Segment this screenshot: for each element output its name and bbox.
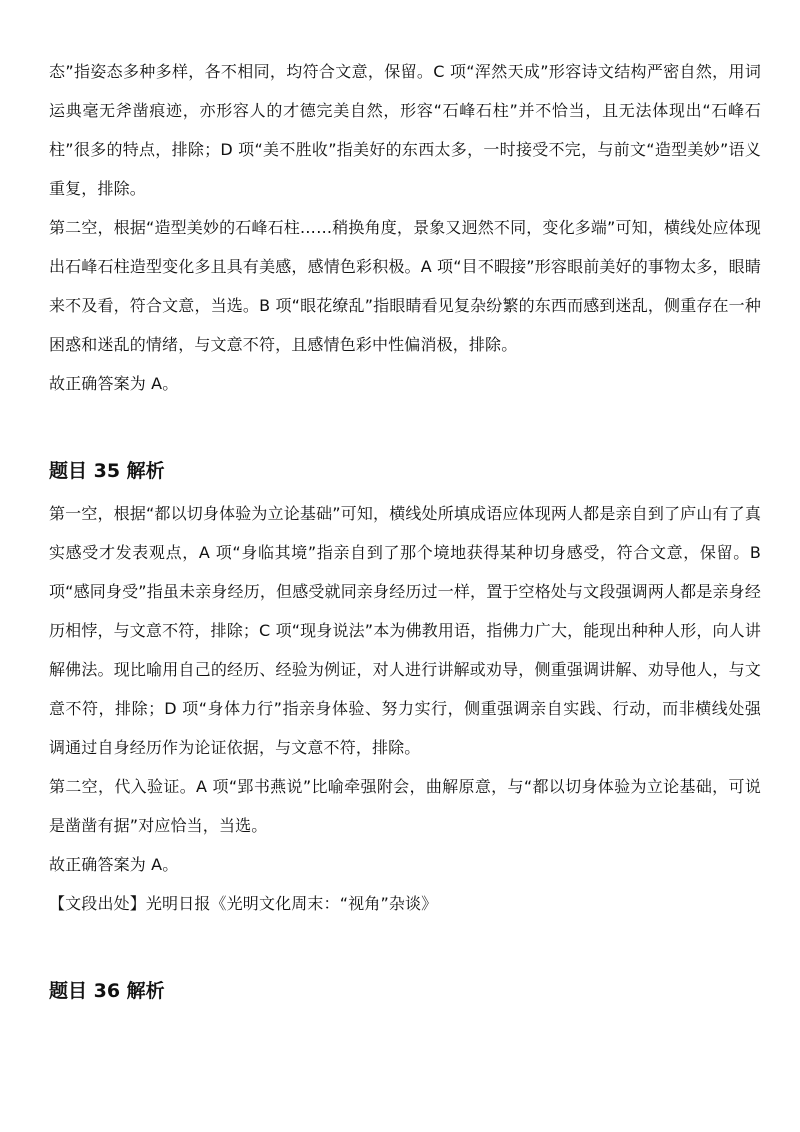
analysis-paragraph: 态”指姿态多种多样，各不相同，均符合文意，保留。C 项“浑然天成”形容诗文结构严密自然，用词运典毫无斧凿痕迹，亦形容人的才德完美自然，形容“石峰石柱”并不恰当，且无法体现出“石峰石柱”很多的特点，排除；D 项“美不胜收”指美好的东西太多，一时接受不完，与前文“造型美妙”语义重复，排除。 bbox=[49, 62, 761, 198]
section-spacer bbox=[49, 403, 761, 456]
source-citation: 【文段出处】光明日报《光明文化周末：“视角”杂谈》 bbox=[49, 894, 438, 913]
analysis-paragraph: 第一空，根据“都以切身体验为立论基础”可知，横线处所填成语应体现两人都是亲自到了庐山有了真实感受才发表观点，A 项“身临其境”指亲自到了那个境地获得某种切身感受，符合文意，保留。B 项“感同身受”指虽未亲身经历，但感受就同亲身经历过一样，置于空格处与文段强调两人都是亲身经历相悖，与文意不符，排除；C 项“现身说法”本为佛教用语，指佛力广大，能现出种种人形，向人讲解佛法。现比喻用自己的经历、经验为例证，对人进行讲解或劝导，侧重强调讲解、劝导他人，与文意不符，排除；D 项“身体力行”指亲身体验、努力实行，侧重强调亲自实践、行动，而非横线处强调通过自身经历作为论证依据，与文意不符，排除。 bbox=[49, 504, 761, 757]
analysis-paragraph: 第二空，代入验证。A 项“郢书燕说”比喻牵强附会，曲解原意，与“都以切身体验为立论基础，可说是凿凿有据”对应恰当，当选。 bbox=[49, 777, 761, 835]
section-title-35: 题目 35 解析 bbox=[49, 460, 165, 482]
title-spacer bbox=[49, 486, 761, 494]
answer-line: 故正确答案为 A。 bbox=[49, 855, 179, 874]
answer-line: 故正确答案为 A。 bbox=[49, 374, 179, 393]
document-page bbox=[49, 52, 761, 1006]
analysis-paragraph: 第二空，根据“造型美妙的石峰石柱……稍换角度，景象又迥然不同，变化多端”可知，横线处应体现出石峰石柱造型变化多且具有美感，感情色彩积极。A 项“目不暇接”形容眼前美好的事物太多，眼睛来不及看，符合文意，当选。B 项“眼花缭乱”指眼睛看见复杂纷繁的东西而感到迷乱，侧重存在一种困惑和迷乱的情绪，与文意不符，且感情色彩中性偏消极，排除。 bbox=[49, 218, 761, 354]
section-spacer bbox=[49, 923, 761, 976]
section-title-36: 题目 36 解析 bbox=[49, 980, 165, 1002]
